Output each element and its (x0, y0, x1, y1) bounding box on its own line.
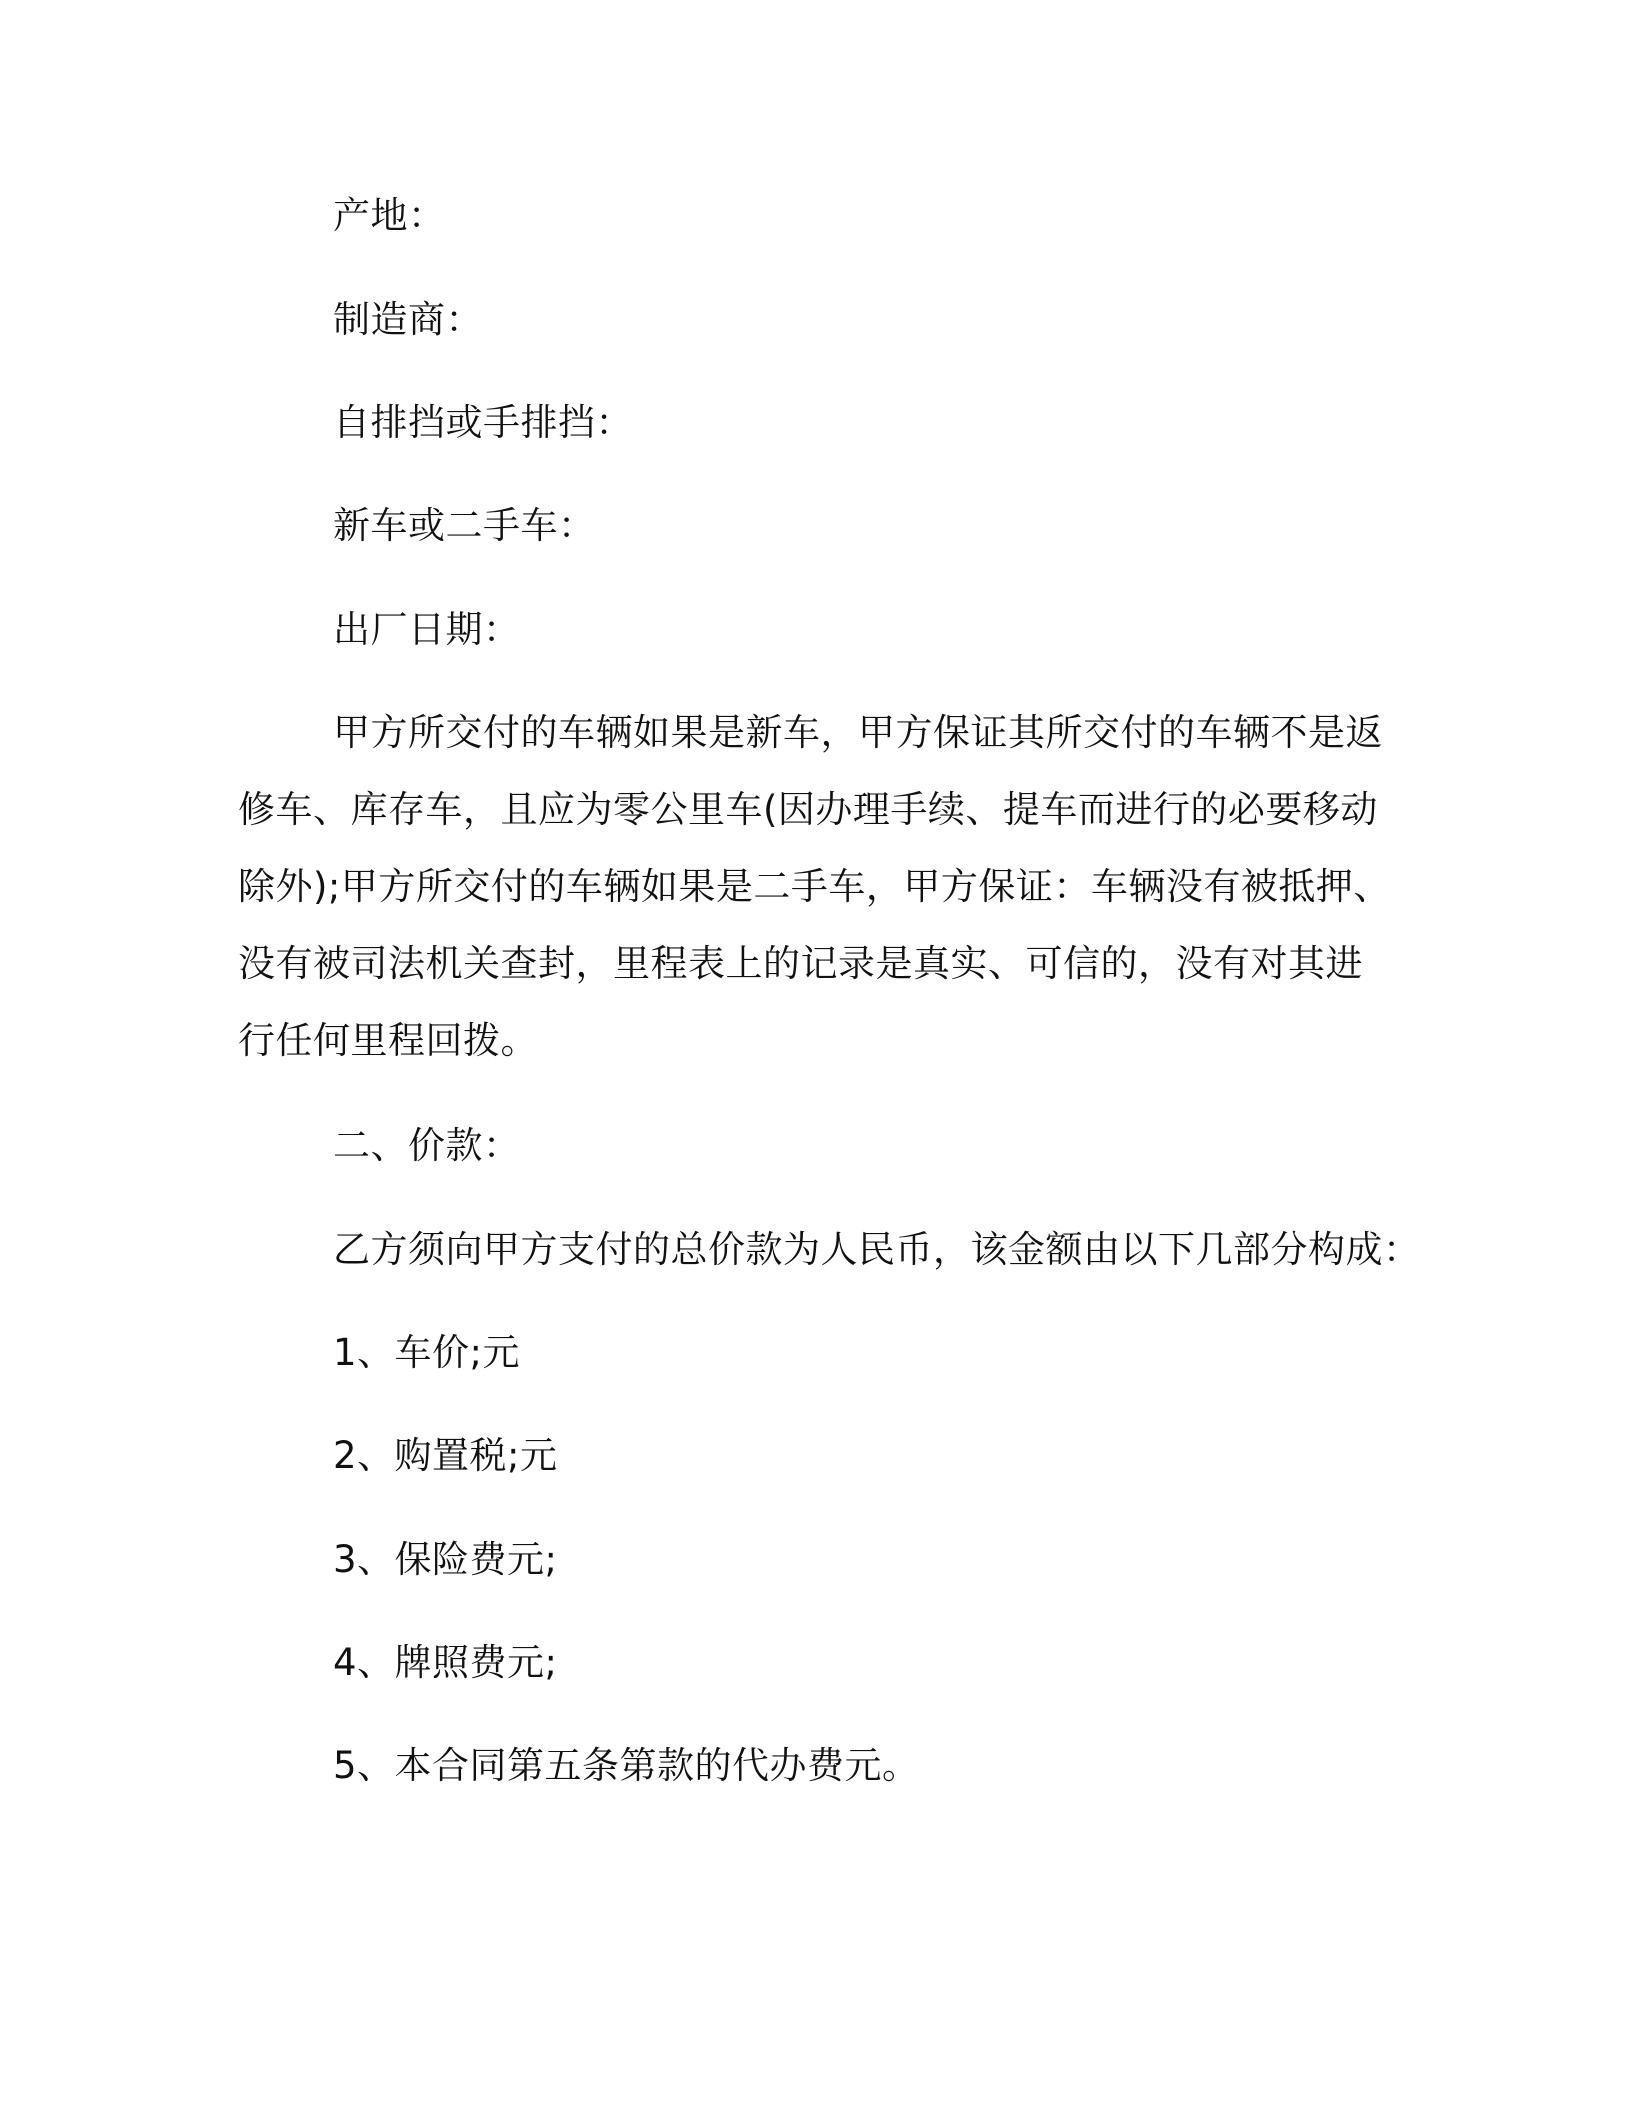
price-item: 4、牌照费元; (333, 1641, 558, 1684)
section-heading-price: 二、价款： (333, 1124, 521, 1167)
price-item: 5、本合同第五条第款的代办费元。 (333, 1744, 920, 1787)
price-item: 1、车价;元 (333, 1331, 521, 1374)
field-transmission: 自排挡或手排挡： (333, 401, 633, 444)
warranty-paragraph: 甲方所交付的车辆如果是新车，甲方保证其所交付的车辆不是返修车、库存车，且应为零公里车(因办理手续、提车而进行的必要移动除外);甲方所交付的车辆如果是二手车，甲方保证：车辆没有被抵押、没有被司法机关查封，里程表上的记录是真实、可信的，没有对其进行任何里程回拨。 (238, 711, 1391, 1062)
field-new-or-used: 新车或二手车： (333, 504, 596, 547)
field-production-date: 出厂日期： (333, 608, 521, 651)
price-item: 3、保险费元; (333, 1538, 558, 1581)
price-item: 2、购置税;元 (333, 1434, 558, 1477)
field-manufacturer: 制造商： (333, 298, 483, 341)
price-intro: 乙方须向甲方支付的总价款为人民币，该金额由以下几部分构成： (333, 1228, 1421, 1271)
field-origin: 产地： (333, 194, 446, 237)
